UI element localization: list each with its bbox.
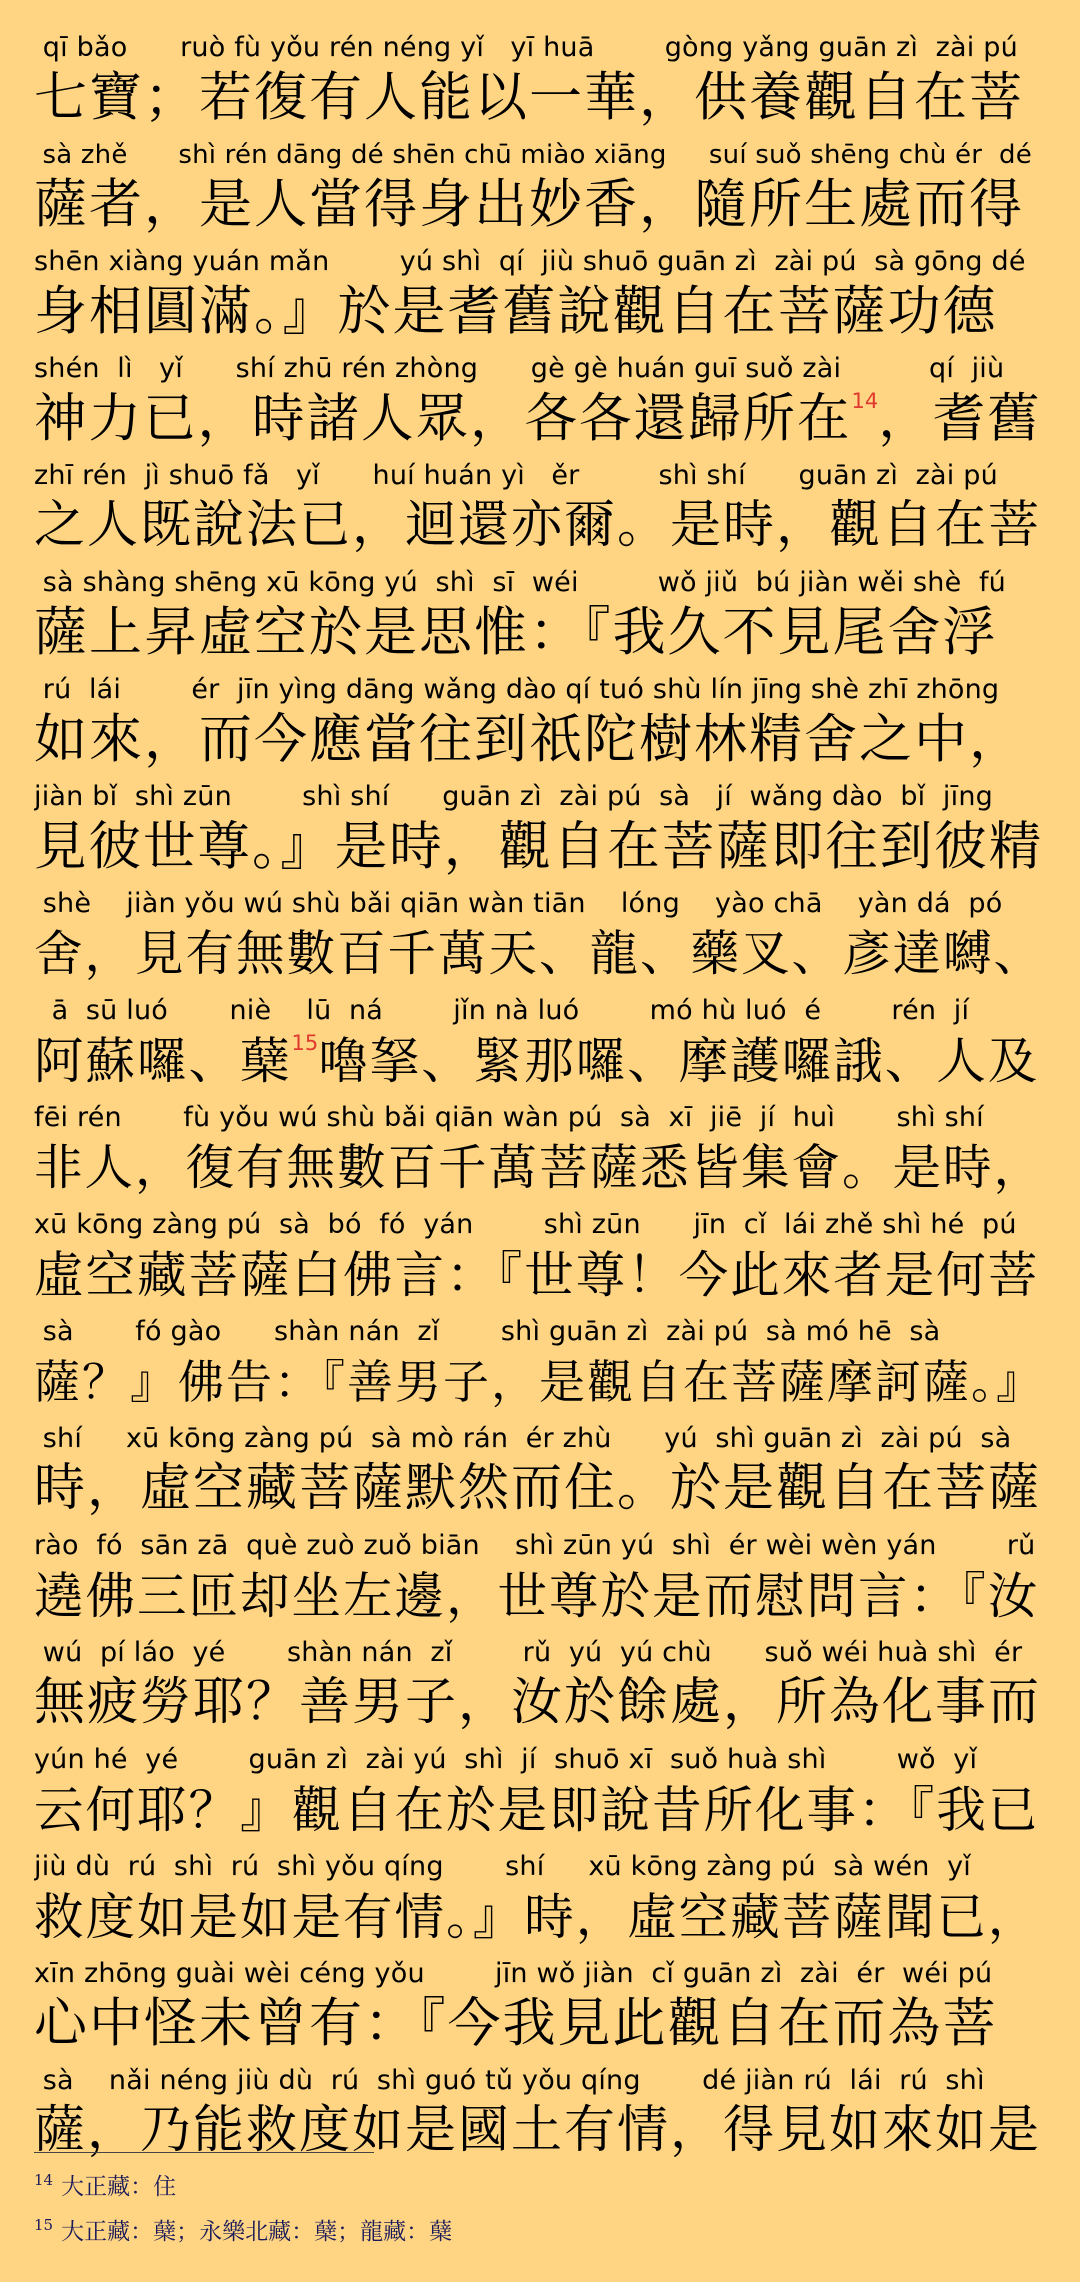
pinyin-line: sà nǎi néng jiù dù rú shì guó tǔ yǒu qíng dé jiàn rú lái rú shì <box>34 2065 985 2096</box>
hanzi-text: 虛空藏菩薩白佛言：『世尊！今此來者是何菩 <box>34 1246 1040 1304</box>
hanzi-line <box>34 1457 1046 1528</box>
verse-line <box>34 1742 1046 1849</box>
hanzi-text: 無疲勞耶？善男子，汝於餘處，所為化事而 <box>34 1673 1042 1732</box>
hanzi-text: 如來，而今應當往到祇陀樹林精舍之中， <box>34 709 1024 770</box>
verse-line <box>34 351 1046 458</box>
verse-line <box>34 1100 1046 1207</box>
verse-line <box>34 1956 1046 2063</box>
verse-line <box>34 1528 1046 1635</box>
hanzi-line <box>34 601 1046 672</box>
footnote-text: 大正藏：住 <box>61 2174 177 2200</box>
pinyin-line: zhī rén jì shuō fǎ yǐ huí huán yì ěr shì shí guān zì zài pú <box>34 460 998 491</box>
scripture-body <box>34 30 1046 2170</box>
pinyin-line: rú lái ér jīn yìng dāng wǎng dào qí tuó shù lín jīng shè zhī zhōng <box>34 674 1000 705</box>
hanzi-text: 身相圓滿。』於是耆舊說觀自在菩薩功德 <box>34 281 998 342</box>
hanzi-text: 時，虛空藏菩薩默然而住。於是觀自在菩薩 <box>34 1459 1042 1518</box>
hanzi-text: 薩上昇虛空於是思惟：『我久不見尾舍浮 <box>34 602 998 663</box>
pinyin-line: xū kōng zàng pú sà bó fó yán shì zūn jīn cǐ lái zhě shì hé pú <box>34 1209 1017 1240</box>
hanzi-line <box>34 1136 1046 1207</box>
hanzi-text: 之人既說法已，迴還亦爾。是時，觀自在菩 <box>34 496 1042 555</box>
hanzi-line <box>34 1778 1046 1849</box>
pinyin-line: ā sū luó niè lū ná jǐn nà luó mó hù luó é rén jí <box>34 995 970 1026</box>
verse-line <box>34 779 1046 886</box>
hanzi-text: 七寶；若復有人能以一華，供養觀自在菩 <box>34 67 1024 128</box>
hanzi-line <box>34 1350 1046 1421</box>
hanzi-line <box>34 922 1046 993</box>
verse-line <box>34 137 1046 244</box>
hanzi-text: 阿蘇囉、蘖 <box>34 1032 292 1090</box>
hanzi-line <box>34 1671 1046 1742</box>
footnotes <box>34 2152 1044 2251</box>
hanzi-line <box>34 1243 1046 1314</box>
hanzi-line <box>34 280 1046 351</box>
verse-line <box>34 1314 1046 1421</box>
verse-line <box>34 1207 1046 1314</box>
hanzi-line <box>34 1564 1046 1635</box>
hanzi-line <box>34 708 1046 779</box>
hanzi-text: 救度如是如是有情。』時，虛空藏菩薩聞已， <box>34 1888 1040 1946</box>
verse-line <box>34 30 1046 137</box>
verse-line <box>34 1849 1046 1956</box>
hanzi-text: 云何耶？』觀自在於是即說昔所化事：『我已 <box>34 1781 1040 1839</box>
pinyin-line: shè jiàn yǒu wú shù bǎi qiān wàn tiān lóng yào chā yàn dá pó <box>34 888 1003 919</box>
hanzi-line <box>34 494 1046 565</box>
hanzi-line <box>34 815 1046 886</box>
hanzi-text: ，耆舊 <box>878 388 1042 449</box>
hanzi-text: 嚕拏、緊那囉、摩護囉誐、人及 <box>318 1032 1040 1090</box>
hanzi-text: 見彼世尊。』是時，觀自在菩薩即往到彼精 <box>34 816 1044 877</box>
hanzi-line <box>34 1885 1046 1956</box>
pinyin-line: sà fó gào shàn nán zǐ shì guān zì zài pú sà mó hē sà <box>34 1316 941 1347</box>
pinyin-line: shén lì yǐ shí zhū rén zhòng gè gè huán guī suǒ zài qí jiù <box>34 353 1005 384</box>
hanzi-line <box>34 1029 1046 1100</box>
hanzi-line <box>34 66 1046 137</box>
footnote-15 <box>34 2206 1044 2251</box>
verse-line <box>34 1635 1046 1742</box>
verse-line <box>34 672 1046 779</box>
hanzi-text: 非人，復有無數百千萬菩薩悉皆集會。是時， <box>34 1140 1045 1196</box>
footnote-text: 大正藏：蘖；永樂北藏：蘖；龍藏：蘖 <box>61 2219 453 2245</box>
verse-line <box>34 993 1046 1100</box>
pinyin-line: rào fó sān zā què zuò zuǒ biān shì zūn yú shì ér wèi wèn yán rǔ <box>34 1530 1036 1561</box>
pinyin-line: jiàn bǐ shì zūn shì shí guān zì zài pú sà jí wǎng dào bǐ jīng <box>34 781 993 812</box>
pinyin-line: jiù dù rú shì rú shì yǒu qíng shí xū kōng zàng pú sà wén yǐ <box>34 1851 972 1882</box>
verse-line <box>34 1421 1046 1528</box>
verse-line <box>34 565 1046 672</box>
hanzi-text: 遶佛三匝却坐左邊，世尊於是而慰問言：『汝 <box>34 1567 1040 1625</box>
verse-line <box>34 458 1046 565</box>
verse-line <box>34 886 1046 993</box>
pinyin-line: yún hé yé guān zì zài yú shì jí shuō xī suǒ huà shì wǒ yǐ <box>34 1744 978 1775</box>
footnote-number: 15 <box>34 2216 54 2234</box>
hanzi-text: 薩，乃能救度如是國土有情，得見如來如是 <box>34 2101 1042 2160</box>
pinyin-line: sà shàng shēng xū kōng yú shì sī wéi wǒ jiǔ bú jiàn wěi shè fú <box>34 567 1006 598</box>
footnote-divider <box>34 2152 374 2153</box>
hanzi-line <box>34 1992 1046 2063</box>
hanzi-text: 神力已，時諸人眾，各各還歸所在 <box>34 388 852 449</box>
hanzi-line <box>34 173 1046 244</box>
footnote-14 <box>34 2161 1044 2206</box>
pinyin-line: fēi rén fù yǒu wú shù bǎi qiān wàn pú sà xī jiē jí huì shì shí <box>34 1102 984 1133</box>
footnote-ref[interactable]: 15 <box>291 1031 319 1055</box>
pinyin-line: shí xū kōng zàng pú sà mò rán ér zhù yú shì guān zì zài pú sà <box>34 1423 1012 1454</box>
pinyin-line: xīn zhōng guài wèi céng yǒu jīn wǒ jiàn cǐ guān zì zài ér wéi pú <box>34 1958 993 1989</box>
hanzi-text: 薩者，是人當得身出妙香，隨所生處而得 <box>34 174 1024 235</box>
pinyin-line: qī bǎo ruò fù yǒu rén néng yǐ yī huā gòng yǎng guān zì zài pú <box>34 32 1018 63</box>
hanzi-text: 薩？』佛告：『善男子，是觀自在菩薩摩訶薩。』 <box>34 1355 1044 1409</box>
pinyin-line: sà zhě shì rén dāng dé shēn chū miào xiāng suí suǒ shēng chù ér dé <box>34 140 1032 170</box>
verse-line <box>34 244 1046 351</box>
hanzi-text: 心中怪未曾有：『今我見此觀自在而為菩 <box>34 1993 998 2054</box>
pinyin-line: wú pí láo yé shàn nán zǐ rǔ yú yú chù suǒ wéi huà shì ér <box>34 1637 1023 1668</box>
pinyin-line: shēn xiàng yuán mǎn yú shì qí jiù shuō guān zì zài pú sà gōng dé <box>34 246 1026 277</box>
hanzi-text: 舍，見有無數百千萬天、龍、藥叉、彥達嚩、 <box>34 926 1045 982</box>
footnote-number: 14 <box>34 2171 54 2189</box>
footnote-ref[interactable]: 14 <box>851 389 879 413</box>
hanzi-line <box>34 387 1046 458</box>
